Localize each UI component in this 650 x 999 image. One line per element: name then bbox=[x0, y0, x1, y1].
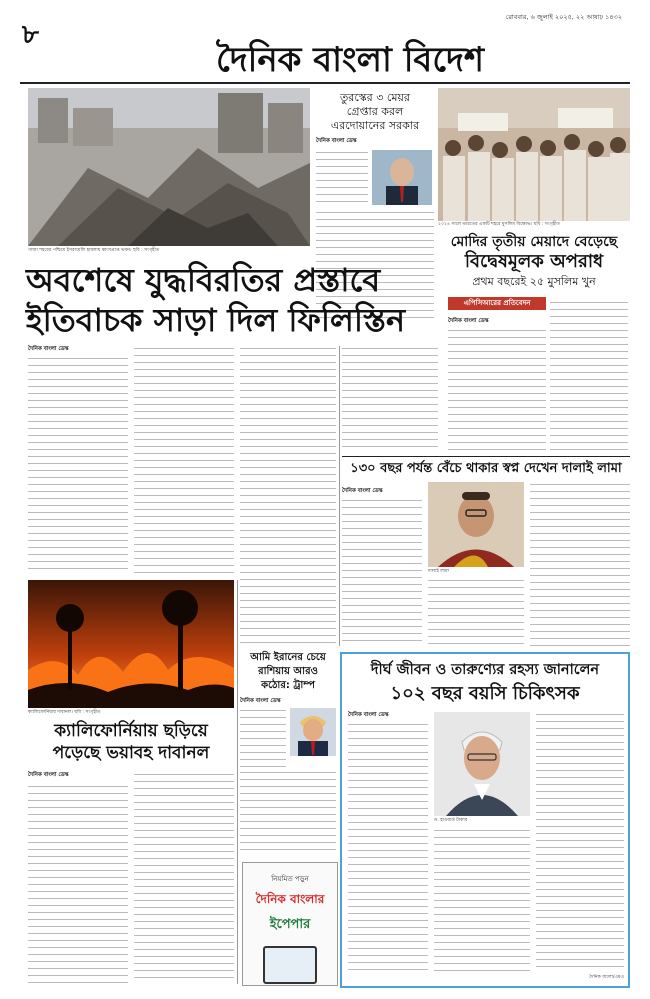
gaza-body-col4 bbox=[342, 346, 438, 450]
doctor-body-col1 bbox=[348, 722, 428, 972]
modi-body-right bbox=[550, 300, 628, 450]
masthead-title: দৈনিক বাংলা বিদেশ bbox=[216, 40, 484, 80]
dalai-headline: ১৩০ বছর পর্যন্ত বেঁচে থাকার স্বপ্ন দেখেন দালাই লামা bbox=[350, 461, 622, 476]
erdogan-photo bbox=[372, 150, 432, 205]
dalai-body-col1 bbox=[342, 498, 422, 646]
doctor-byline: দৈনিক বাংলা ডেস্ক bbox=[348, 712, 389, 718]
california-body-col1 bbox=[28, 784, 128, 984]
dalai-rule-top bbox=[342, 456, 630, 457]
gaza-byline: দৈনিক বাংলা ডেস্ক bbox=[28, 346, 69, 352]
protest-photo bbox=[438, 88, 630, 221]
ad-line-2: দৈনিক বাংলার bbox=[255, 892, 325, 906]
gaza-headline-1: অবশেষে যুদ্ধবিরতির প্রস্তাবে bbox=[26, 261, 381, 299]
california-body-col2 bbox=[134, 772, 234, 984]
page-number: ৮ bbox=[22, 20, 39, 50]
iran-byline: দৈনিক বাংলা ডেস্ক bbox=[240, 698, 281, 704]
doctor-footer: দৈনিক বাংলা/এমএ bbox=[589, 975, 624, 980]
modi-byline: দৈনিক বাংলা ডেস্ক bbox=[448, 318, 489, 324]
dalai-photo bbox=[428, 482, 524, 567]
ad-line-3: ইপেপার bbox=[269, 917, 311, 932]
gaza-photo bbox=[28, 88, 310, 246]
turkey-byline: দৈনিক বাংলা ডেস্ক bbox=[316, 138, 357, 144]
modi-body-mid bbox=[448, 328, 546, 450]
epaper-ad[interactable] bbox=[242, 862, 338, 986]
doctor-headline-1: দীর্ঘ জীবন ও তারুণ্যের রহস্য জানালেন bbox=[370, 662, 600, 678]
ad-device-icon bbox=[263, 946, 317, 984]
ad-line-1: নিয়মিত পড়ুন bbox=[271, 875, 309, 883]
gaza-body-col3 bbox=[240, 346, 336, 646]
protest-photo-caption: ২০২৪ সালে ভারতের একটি শহরে মুসলিম বিক্ষোভ। ছবি : সংগৃহীত bbox=[438, 222, 560, 227]
california-headline-1: ক্যালিফোর্নিয়ায় ছড়িয়ে bbox=[54, 721, 208, 741]
masthead-rule bbox=[20, 82, 630, 84]
doctor-photo-caption: ড. হাওয়ার্ড টাকার bbox=[434, 818, 468, 823]
turkey-headline-2: গ্রেপ্তার করল bbox=[346, 105, 404, 118]
doctor-photo bbox=[434, 712, 530, 816]
gaza-body-col1 bbox=[28, 356, 128, 574]
doctor-body-col2 bbox=[434, 828, 530, 972]
gaza-photo-caption: গাজা শহরের পশ্চিমে ইসরায়েলি হামলায় ধ্বংসপ্রাপ্ত ভবন। ছবি : সংগৃহীত bbox=[28, 248, 160, 253]
iran-body-col1 bbox=[240, 708, 286, 768]
wildfire-photo bbox=[28, 580, 234, 708]
gaza-headline-2: ইতিবাচক সাড়া দিল ফিলিস্তিন bbox=[26, 301, 406, 339]
doctor-body-col3 bbox=[536, 712, 624, 972]
column-rule bbox=[237, 580, 238, 984]
iran-headline-2: রাশিয়ায় আরও bbox=[258, 666, 318, 677]
source-tag: এপিসিআরের প্রতিবেদন bbox=[448, 297, 546, 310]
california-byline: দৈনিক বাংলা ডেস্ক bbox=[28, 772, 69, 778]
turkey-headline-1: তুরস্কের ৩ মেয়র bbox=[340, 91, 410, 104]
trump-photo bbox=[290, 708, 336, 756]
modi-headline-2: বিদ্বেষমূলক অপরাধ bbox=[464, 251, 604, 272]
doctor-headline-2: ১০২ বছর বয়সি চিকিৎসক bbox=[390, 683, 580, 704]
modi-headline-1: মোদির তৃতীয় মেয়াদে বেড়েছে bbox=[450, 234, 618, 250]
column-rule-2 bbox=[339, 346, 340, 646]
modi-subheadline: প্রথম বছরেই ২৫ মুসলিম খুন bbox=[472, 275, 596, 288]
iran-headline-1: আমি ইরানের চেয়ে bbox=[250, 652, 326, 663]
turkey-headline-3: এরদোয়ানের সরকার bbox=[330, 119, 420, 132]
issue-date: রোববার, ৬ জুলাই ২০২৫, ২২ আষাঢ় ১৪৩২ bbox=[505, 13, 622, 21]
dalai-body-col2 bbox=[428, 578, 524, 646]
gaza-body-col2 bbox=[134, 346, 234, 574]
dalai-photo-caption: দালাই লামা bbox=[428, 569, 449, 574]
dalai-body-col3 bbox=[530, 482, 630, 646]
dalai-byline: দৈনিক বাংলা ডেস্ক bbox=[342, 488, 383, 494]
iran-body-col2 bbox=[240, 770, 336, 850]
turkey-body bbox=[316, 150, 368, 208]
california-headline-2: পড়েছে ভয়াবহ দাবানল bbox=[52, 743, 210, 763]
wildfire-photo-caption: ক্যালিফোর্নিয়ায় দাবানল। ছবি : সংগৃহীত bbox=[28, 710, 101, 715]
iran-headline-3: কঠোর: ট্রাম্প bbox=[261, 680, 315, 691]
